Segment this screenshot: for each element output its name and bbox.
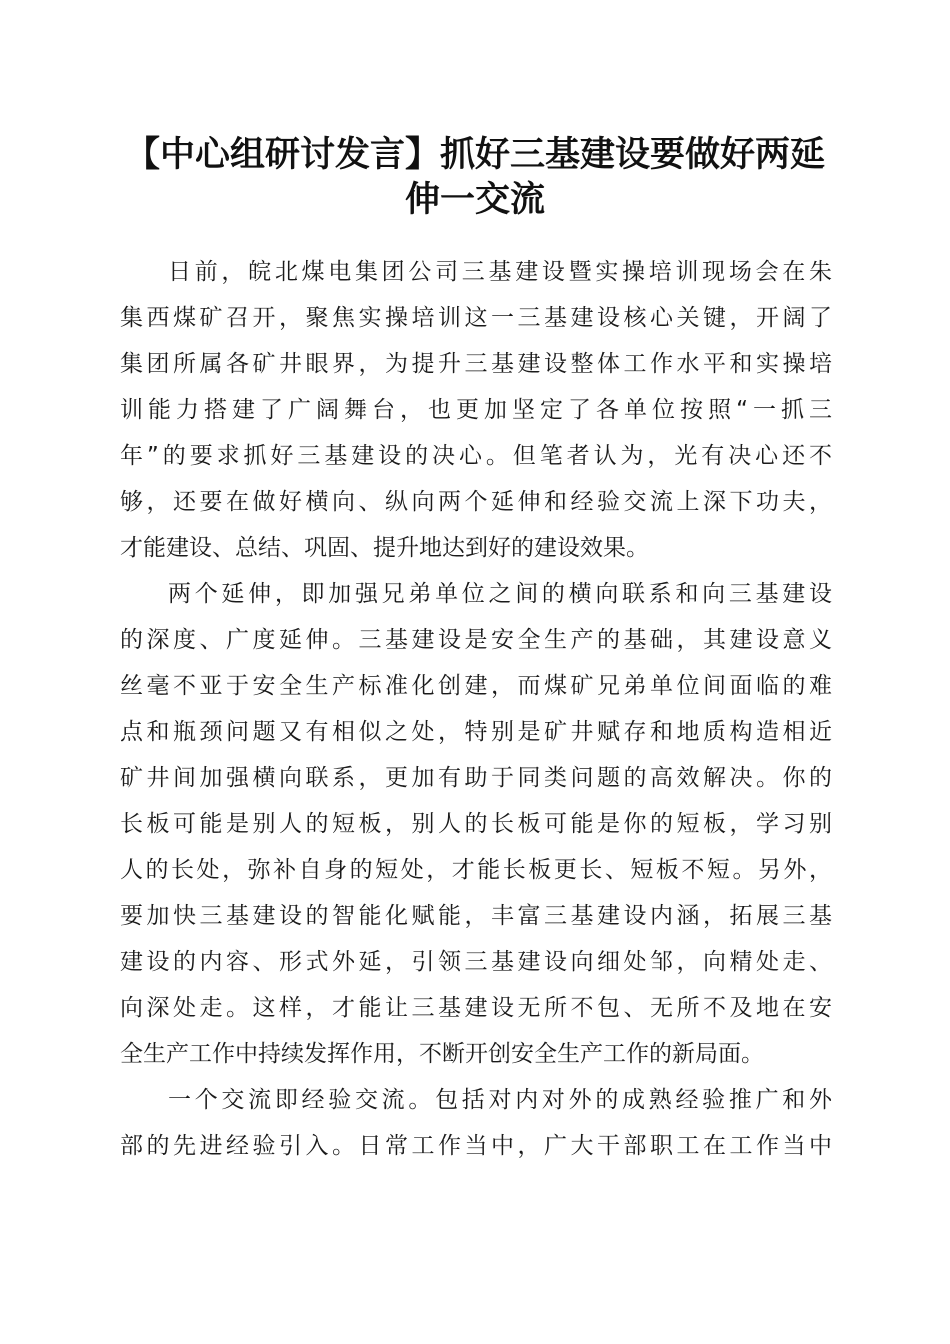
text-line: 人的长处，弥补自身的短处，才能长板更长、短板不短。另外， (120, 857, 832, 883)
text-line: 全生产工作中持续发挥作用，不断开创安全生产工作的新局面。 (120, 1041, 764, 1067)
paragraph-1 (120, 249, 832, 571)
text-line: 训能力搭建了广阔舞台，也更加坚定了各单位按照“一抓三 (120, 397, 832, 423)
document-body (120, 249, 832, 1169)
document-title (110, 132, 840, 222)
text-line: 日前，皖北煤电集团公司三基建设暨实操培训现场会在朱 (168, 259, 832, 285)
title-line: 【中心组研讨发言】抓好三基建设要做好两延 (124, 134, 825, 175)
text-line: 部的先进经验引入。日常工作当中，广大干部职工在工作当中 (120, 1133, 832, 1159)
text-line: 要加快三基建设的智能化赋能，丰富三基建设内涵，拓展三基 (120, 903, 832, 929)
paragraph-3 (120, 1077, 832, 1169)
paragraph-2 (120, 571, 832, 1077)
text-line: 矿井间加强横向联系，更加有助于同类问题的高效解决。你的 (120, 765, 832, 791)
text-line: 才能建设、总结、巩固、提升地达到好的建设效果。 (120, 535, 649, 561)
text-line: 建设的内容、形式外延，引领三基建设向细处邹，向精处走、 (120, 949, 832, 975)
text-line: 集团所属各矿井眼界，为提升三基建设整体工作水平和实操培 (120, 351, 832, 377)
text-line: 一个交流即经验交流。包括对内对外的成熟经验推广和外 (168, 1087, 832, 1113)
title-line: 伸一交流 (404, 179, 545, 220)
text-line: 集西煤矿召开，聚焦实操培训这一三基建设核心关键，开阔了 (120, 305, 832, 331)
text-line: 点和瓶颈问题又有相似之处，特别是矿井赋存和地质构造相近 (120, 719, 832, 745)
text-line: 两个延伸，即加强兄弟单位之间的横向联系和向三基建设 (168, 581, 832, 607)
text-line: 够，还要在做好横向、纵向两个延伸和经验交流上深下功夫， (120, 489, 832, 515)
text-line: 年”的要求抓好三基建设的决心。但笔者认为，光有决心还不 (120, 443, 832, 469)
text-line: 长板可能是别人的短板，别人的长板可能是你的短板，学习别 (120, 811, 832, 837)
text-line: 向深处走。这样，才能让三基建设无所不包、无所不及地在安 (120, 995, 832, 1021)
text-line: 的深度、广度延伸。三基建设是安全生产的基础，其建设意义 (120, 627, 832, 653)
text-line: 丝毫不亚于安全生产标准化创建，而煤矿兄弟单位间面临的难 (120, 673, 832, 699)
